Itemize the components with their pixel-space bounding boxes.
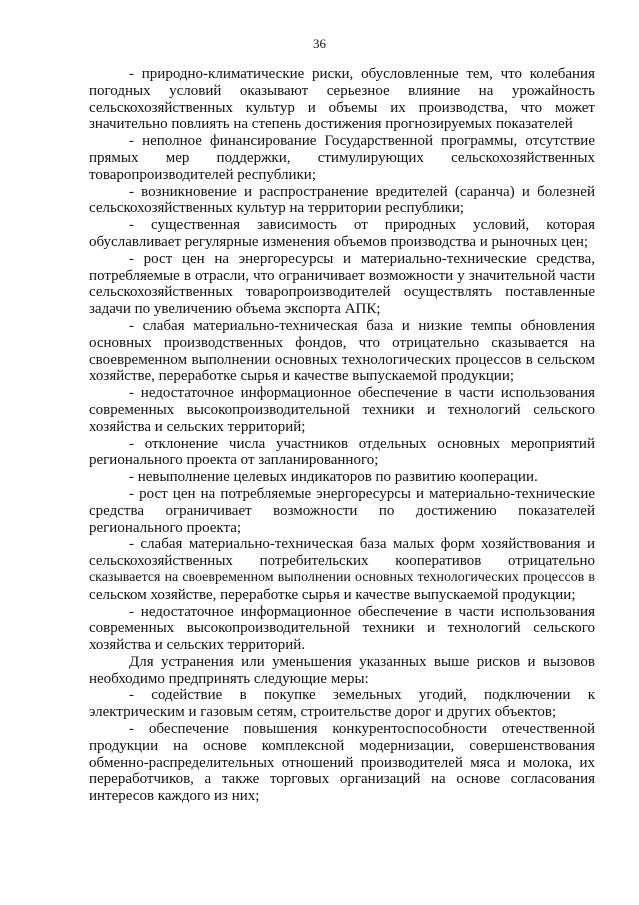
text-line: сказывается на своевременном выполнении основных технологических процессов в [89,569,595,585]
text-line: переработчиков, а также торговых организаций на основе согласования [89,771,595,788]
text-line: продукции на основе комплексной модернизации, совершенствования [89,737,595,754]
text-line: средства ограничивает возможности по достижению показателей [89,502,595,519]
text-line: сельскохозяйственных товаропроизводителей осуществлять поставленные [89,284,595,301]
text-line: хозяйства и сельских территорий. [89,637,306,654]
body-text [89,66,595,805]
text-line: регионального проекта от запланированного; [89,452,379,469]
text-line: значительно повлиять на степень достижения прогнозируемых показателей [89,116,573,133]
text-line: хозяйстве, переработке сырья и качестве выпускаемой продукции; [89,368,515,385]
page-number: 36 [313,36,326,51]
text-line: погодных условий оказывают серьезное влияние на урожайность [89,82,595,99]
text-line: регионального проекта; [89,519,242,536]
text-line: сельскохозяйственных культур и объемы их производства, что может [89,99,595,116]
text-line: - содействие в покупке земельных угодий, подключении к [129,687,595,704]
text-line: - природно-климатические риски, обусловленные тем, что колебания [129,66,595,82]
text-line: - слабая материально-техническая база и низкие темпы обновления [129,317,595,334]
text-line: товаропроизводителей республики; [89,166,316,183]
text-line: потребляемые в отрасли, что ограничивает возможности у значительной части [89,267,595,284]
text-line: сельском хозяйстве, переработке сырья и качестве выпускаемой продукции; [89,586,576,603]
text-line: - рост цен на потребляемые энергоресурсы и материально-технические [129,485,595,502]
text-line: - неполное финансирование Государственной программы, отсутствие [129,133,595,150]
text-line: - обеспечение повышения конкурентоспособности отечественной [129,721,595,738]
text-line: своевременном выполнении основных технологических процессов в сельском [89,351,595,368]
text-line: современных высокопроизводительной техники и технологий сельского [89,620,595,637]
text-line: Для устранения или уменьшения указанных выше рисков и вызовов [129,653,595,670]
text-line: - недостаточное информационное обеспечение в части использования [129,603,595,620]
text-line: - слабая материально-техническая база малых форм хозяйствования и [129,536,595,553]
text-line: сельскохозяйственных потребительских кооперативов отрицательно [89,553,595,570]
text-line: сельскохозяйственных культур на территории республики; [89,200,465,217]
text-line: прямых мер поддержки, стимулирующих сельскохозяйственных [89,149,595,166]
text-line: обменно-распределительных отношений производителей мяса и молока, их [89,754,595,771]
text-line: - существенная зависимость от природных условий, которая [129,217,595,234]
text-line: - рост цен на энергоресурсы и материально-технические средства, [129,250,595,267]
text-line: - возникновение и распространение вредителей (саранча) и болезней [129,183,595,200]
text-line: необходимо предпринять следующие меры: [89,670,369,687]
text-line: современных высокопроизводительной техники и технологий сельского [89,401,595,418]
text-line: задачи по увеличению объема экспорта АПК; [89,301,381,318]
text-line: хозяйства и сельских территорий; [89,418,306,435]
text-line: обуславливает регулярные изменения объемов производства и рыночных цен; [89,233,589,250]
text-line: - недостаточное информационное обеспечение в части использования [129,385,595,402]
text-line: электрическим и газовым сетям, строительстве дорог и других объектов; [89,704,557,721]
text-line: основных производственных фондов, что отрицательно сказывается на [89,334,595,351]
text-line: - невыполнение целевых индикаторов по развитию кооперации. [129,469,538,486]
text-line: - отклонение числа участников отдельных основных мероприятий [129,435,595,452]
text-line: интересов каждого из них; [89,788,260,805]
